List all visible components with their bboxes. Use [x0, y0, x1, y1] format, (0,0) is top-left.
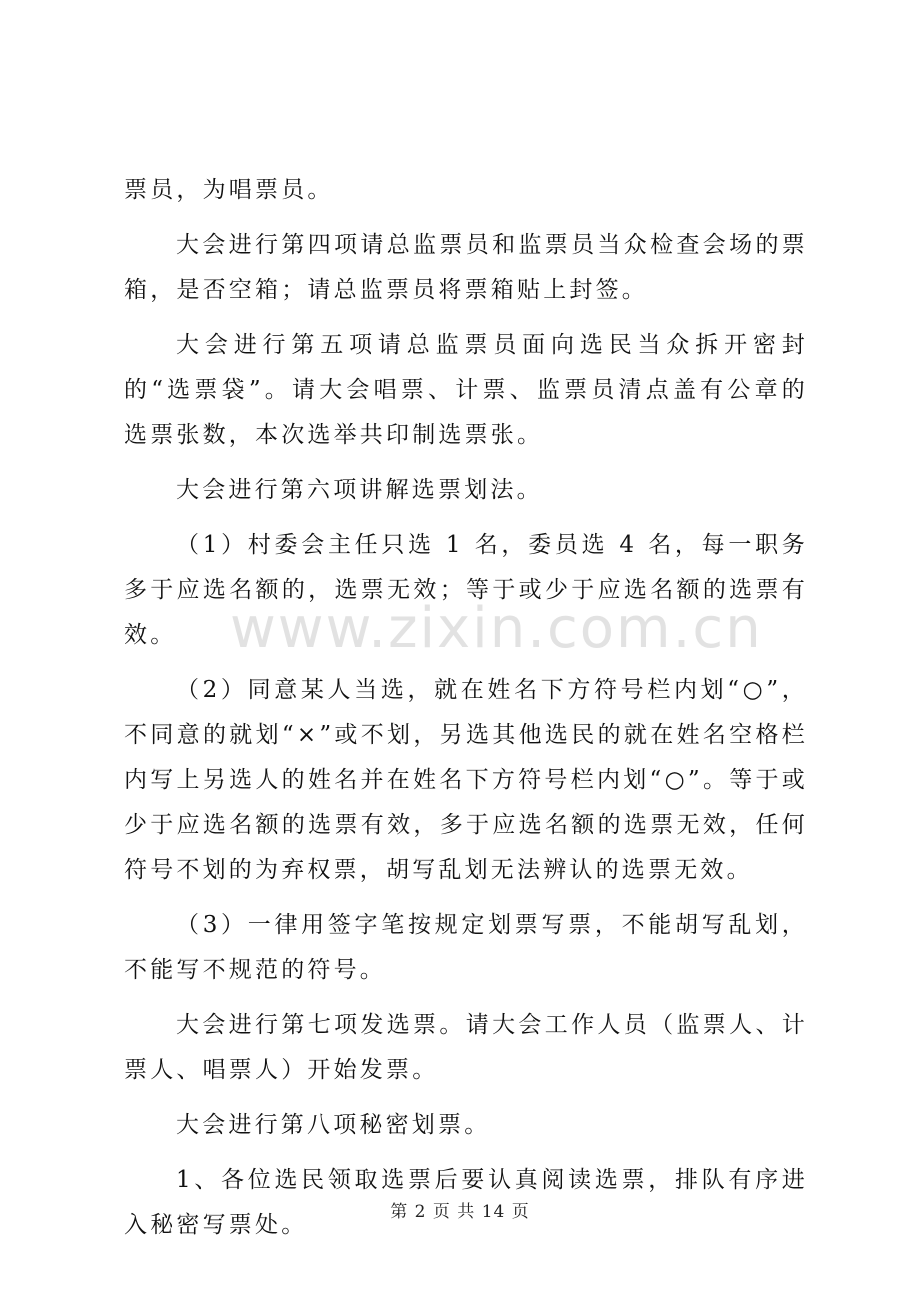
watermark: www.zixin.com.cn	[230, 596, 763, 661]
paragraph-5: （1）村委会主任只选 1 名，委员选 4 名，每一职务多于应选名额的，选票无效；等于或少于应选名额的选票有效。	[124, 532, 808, 648]
paragraph-10: 1、各位选民领取选票后要认真阅读选票，排队有序进入秘密写票处。	[124, 1167, 808, 1238]
paragraph-6: （2）同意某人当选，就在姓名下方符号栏内划“○”，不同意的就划“×”或不划，另选其他选民的就在姓名空格栏内写上另选人的姓名并在姓名下方符号栏内划“○”。等于或少于应选名额的选票有效，多于应选名额的选票无效，任何符号不划的为弃权票，胡写乱划无法辨认的选票无效。	[124, 677, 808, 883]
paragraph-3: 大会进行第五项请总监票员面向选民当众拆开密封的“选票袋”。请大会唱票、计票、监票员清点盖有公章的选票张数，本次选举共印制选票张。	[124, 332, 808, 448]
paragraph-1: 票员，为唱票员。	[124, 177, 334, 203]
paragraph-4: 大会进行第六项讲解选票划法。	[176, 477, 543, 503]
page-number-footer: 第 2 页 共 14 页	[390, 1202, 530, 1222]
paragraph-7: （3）一律用签字笔按规定划票写票，不能胡写乱划，不能写不规范的符号。	[124, 912, 808, 983]
paragraph-9: 大会进行第八项秘密划票。	[176, 1112, 491, 1138]
paragraph-2: 大会进行第四项请总监票员和监票员当众检查会场的票箱，是否空箱；请总监票员将票箱贴上封签。	[124, 232, 808, 303]
document-body	[124, 168, 808, 1258]
paragraph-8: 大会进行第七项发选票。请大会工作人员（监票人、计票人、唱票人）开始发票。	[124, 1012, 808, 1083]
